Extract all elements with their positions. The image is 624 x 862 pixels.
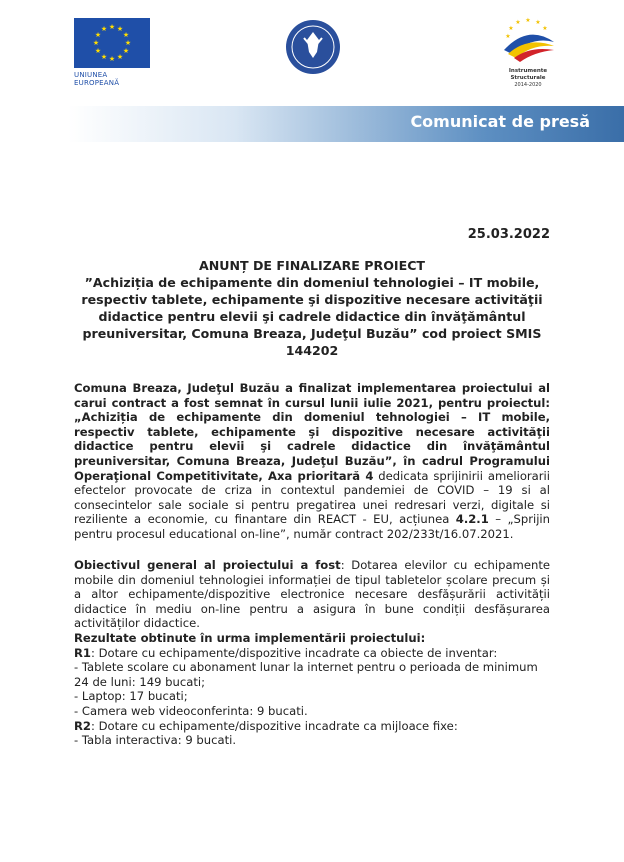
press-release-banner xyxy=(68,106,624,142)
svg-text:★: ★ xyxy=(100,53,108,61)
document-date: 25.03.2022 xyxy=(467,227,550,242)
svg-text:★: ★ xyxy=(525,17,531,24)
list-item: - Tablete scolare cu abonament lunar la internet pentru o perioada de minimum 24 de luni: 149 bucati; xyxy=(74,660,538,689)
objective-paragraph xyxy=(74,558,550,631)
svg-text:★: ★ xyxy=(515,19,521,26)
list-item: - Tabla interactiva: 9 bucati. xyxy=(74,733,237,748)
eu-logo xyxy=(74,18,150,87)
svg-text:★: ★ xyxy=(535,19,541,26)
svg-text:★: ★ xyxy=(122,31,130,39)
results-heading: Rezultate obtinute în urma implementării proiectului: xyxy=(74,631,426,645)
svg-text:★: ★ xyxy=(505,33,511,40)
structural-instruments-years: 2014-2020 xyxy=(514,82,542,88)
title-line-1: ANUNȚ DE FINALIZARE PROIECT xyxy=(198,258,426,273)
government-seal xyxy=(284,18,342,76)
svg-text:★: ★ xyxy=(542,25,548,32)
svg-text:★: ★ xyxy=(116,53,124,61)
structural-instruments-icon xyxy=(498,14,558,64)
list-item: - Laptop: 17 bucati; xyxy=(74,689,188,704)
r1-text: : Dotare cu echipamente/dispozitive incadrate ca obiecte de inventar: xyxy=(91,645,498,660)
structural-instruments-caption: Instrumente Structurale xyxy=(508,68,548,81)
r2-text: : Dotare cu echipamente/dispozitive incadrate ca mijloace fixe: xyxy=(91,718,458,733)
eu-caption: UNIUNEA EUROPEANĂ xyxy=(74,71,120,87)
objective-label: Obiectivul general al proiectului a fost xyxy=(74,558,341,572)
banner-title: Comunicat de presă xyxy=(410,112,590,131)
list-item: - Camera web videoconferinta: 9 bucati. xyxy=(74,703,308,718)
r2-label: R2 xyxy=(74,718,91,733)
svg-text:★: ★ xyxy=(108,55,116,63)
intro-text-1: dedicata sprijinirii ameliorarii efectelor provocate de criza in contextul pandemiei de COVID – 19 si al consecintelor sale sociale si pentru pregatirea unei redresari verzi, digitale si reziliente a economie, cu finantare din REACT - EU, acțiunea xyxy=(74,468,550,527)
objective-text: : Dotarea elevilor cu echipamente mobile din domeniul tehnologiei informației de tipul tabletelor școlare precum și a altor echipamente/dispozitive electronice necesare desfășurării activității didactice în mediu on-line pentru a asigura în bune condiții desfășurarea activităților didactice. xyxy=(74,558,550,631)
svg-text:★: ★ xyxy=(94,47,102,55)
intro-paragraph xyxy=(74,381,550,542)
action-code: 4.2.1 xyxy=(455,512,489,527)
svg-text:★: ★ xyxy=(508,25,514,32)
results-section xyxy=(74,631,550,748)
svg-text:★: ★ xyxy=(92,39,100,47)
structural-instruments-logo xyxy=(496,14,560,88)
svg-text:★: ★ xyxy=(108,23,116,31)
intro-bold-text: Comuna Breaza, Judeţul Buzău a finalizat implementarea proiectului al carui contract a fost semnat în cursul lunii iulie 2021, pentru proiectul: „Achiziția de echipamente din domeniul tehnologiei – IT mobile, respectiv tablete, echipamente şi dispozitive necesare activităţii didactice pentru elevii şi cadrele didactice din învăţământul preuniversitar, Comuna Breaza, Judeţul Buzău”, în cadrul Programului Operaţional Competitivitate, Axa prioritară 4 xyxy=(74,381,550,483)
government-seal-icon xyxy=(284,18,342,76)
intro-text-2: – „Sprijin pentru procesul educational on-line”, număr contract 202/233t/16.07.2021. xyxy=(74,512,550,541)
svg-text:★: ★ xyxy=(94,31,102,39)
svg-text:★: ★ xyxy=(122,47,130,55)
svg-text:★: ★ xyxy=(124,39,132,47)
title-project-name: ”Achiziția de echipamente din domeniul tehnologiei – IT mobile, respectiv tablete, echipamente şi dispozitive necesare activităţii didactice pentru elevii şi cadrele didactice din învăţământul preuniversitar, Comuna Breaza, Judeţul Buzău” cod proiect SMIS 144202 xyxy=(81,275,543,358)
eu-flag-icon xyxy=(74,18,150,68)
svg-text:★: ★ xyxy=(116,25,124,33)
svg-text:★: ★ xyxy=(100,25,108,33)
document-title xyxy=(74,257,550,359)
r1-label: R1 xyxy=(74,645,91,660)
